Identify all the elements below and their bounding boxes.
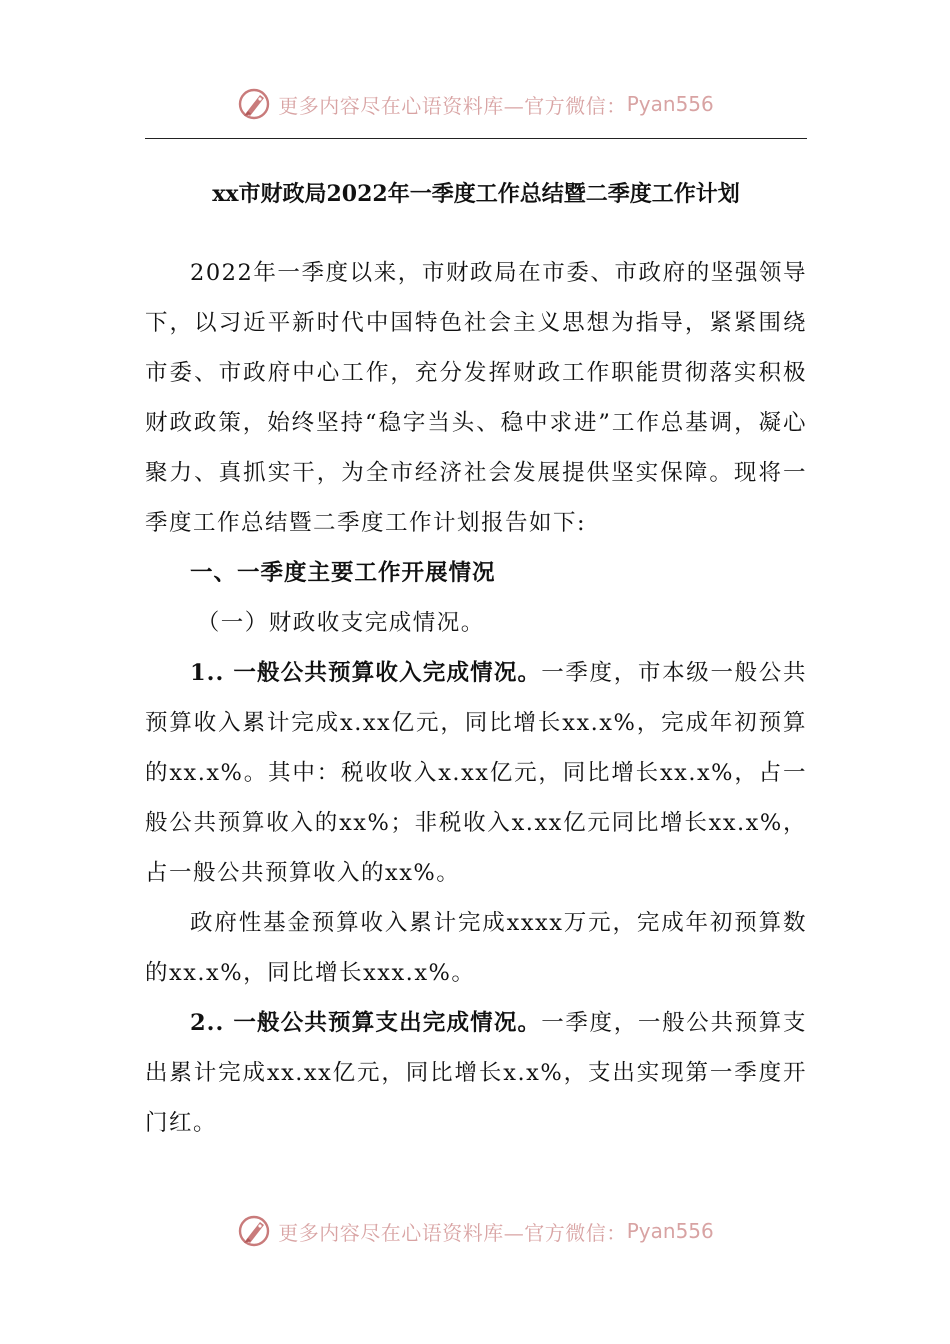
watermark-header	[0, 82, 950, 126]
document-title: xx市财政局2022年一季度工作总结暨二季度工作计划	[212, 181, 740, 207]
expenditure-text: 一季度，一般公共预算支出累计完成xx.xx亿元，同比增长x.x%，支出实现第一季度开门红。	[145, 1010, 807, 1136]
expenditure-paragraph	[145, 998, 807, 1148]
intro-paragraph: 2022年一季度以来，市财政局在市委、市政府的坚强领导下，以习近平新时代中国特色社会主义思想为指导，紧紧围绕市委、市政府中心工作，充分发挥财政工作职能贯彻落实积极财政政策，始终坚持“稳字当头、稳中求进”工作总基调，凝心聚力、真抓实干，为全市经济社会发展提供坚实保障。现将一季度工作总结暨二季度工作计划报告如下:	[145, 260, 807, 536]
document-body	[145, 248, 807, 1148]
header-divider	[145, 138, 807, 139]
section-heading: 一、一季度主要工作开展情况	[190, 560, 496, 586]
expenditure-lead: 2.. 一般公共预算支出完成情况。	[190, 1010, 542, 1036]
pen-nib-logo-icon	[236, 1213, 272, 1249]
subsection-heading: （一）财政收支完成情况。	[196, 610, 485, 636]
revenue-text: 一季度，市本级一般公共预算收入累计完成x.xx亿元，同比增长xx.x%，完成年初预算的xx.x%。其中：税收收入x.xx亿元，同比增长xx.x%，占一般公共预算收入的xx%；非税收入x.xx亿元同比增长xx.x%，占一般公共预算收入的xx%。	[145, 660, 807, 886]
watermark-handle: Pyan556	[626, 92, 714, 116]
watermark-footer	[0, 1209, 950, 1253]
watermark-text: 更多内容尽在心语资料库—官方微信：	[278, 1220, 627, 1245]
pen-nib-logo-icon	[236, 86, 272, 122]
revenue-lead: 1.. 一般公共预算收入完成情况。	[190, 660, 542, 686]
watermark-text: 更多内容尽在心语资料库—官方微信：	[278, 93, 627, 118]
fund-paragraph: 政府性基金预算收入累计完成xxxx万元，完成年初预算数的xx.x%，同比增长xxx.x%。	[145, 910, 807, 986]
watermark-handle: Pyan556	[626, 1219, 714, 1243]
revenue-paragraph	[145, 648, 807, 898]
